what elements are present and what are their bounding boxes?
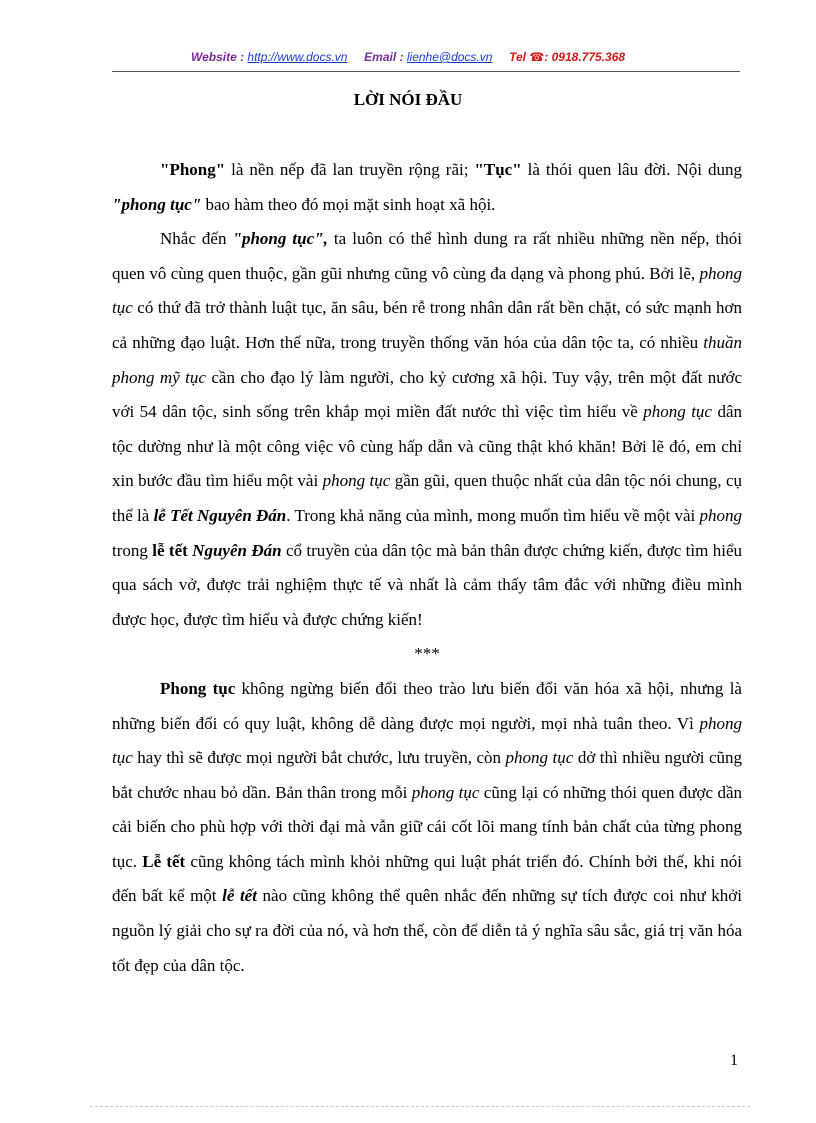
text-run: phong tục xyxy=(505,748,574,768)
text-run: cổ truyền của dân tộc mà bản thân được chứng kiến, được tìm hiểu qua sách vở, được trải nghiệm thực tế và nhất là cảm thấy tâm đắc với những điều mình được học, được tìm hiểu và được chứng kiến! xyxy=(112,540,743,629)
text-run: là nền nếp đã lan truyền rộng rãi; xyxy=(225,160,475,179)
email-link[interactable]: lienhe@docs.vn xyxy=(406,50,493,64)
text-run: có thứ đã trở thành luật tục, ăn sâu, bén rễ trong nhân dân rất bền chặt, có sức mạnh hơn cả những đạo luật. Hơn thế nữa, trong truyền thống văn hóa của dân tộc ta, có nhiều xyxy=(112,298,742,352)
text-run: Nhắc đến xyxy=(160,229,233,249)
page-header xyxy=(0,50,816,64)
text-run: Phong tục xyxy=(160,678,236,698)
footer-divider xyxy=(90,1106,750,1107)
document-body xyxy=(112,153,742,983)
page-number: 1 xyxy=(730,1052,738,1069)
text-run: "phong tục", xyxy=(232,229,328,249)
text-run: Nguyên Đán xyxy=(192,540,282,560)
website-link[interactable]: http://www.docs.vn xyxy=(247,50,348,64)
text-run: cần cho đạo lý làm người, cho kỷ cương xã hội. Tuy vậy, trên một đất nước với 54 dân tộc, sinh sống trên khắp mọi miền đất nước thì việc tìm hiểu về xyxy=(112,367,743,422)
text-run: phong tục xyxy=(322,471,391,491)
text-run: "Tục" xyxy=(474,160,522,179)
email-label: Email : xyxy=(364,50,404,64)
section-separator: *** xyxy=(414,644,440,664)
text-run: "Phong" xyxy=(160,160,226,179)
paragraph-2 xyxy=(112,222,742,637)
header-divider xyxy=(112,71,740,72)
text-run: "phong tục" xyxy=(112,194,202,214)
text-run: phong tục xyxy=(411,782,480,802)
website-label: Website : xyxy=(190,50,245,64)
text-run: . Trong khả năng của mình, mong muốn tìm hiểu về một vài xyxy=(286,505,700,525)
page-title: LỜI NÓI ĐẦU xyxy=(353,90,463,109)
text-run: dở thì nhiều người cũng bắt chước nhau bỏ dần. Bản thân trong mỗi xyxy=(112,748,742,802)
text-run: nào cũng không thể quên nhắc đến những sự tích được coi như khởi nguồn lý giải cho sự ra đời của nó, và hơn thế, còn để diễn tả ý nghĩa sâu sắc, giá trị văn hóa tốt đẹp của dân tộc. xyxy=(112,886,742,975)
text-run: lễ tết xyxy=(222,886,257,906)
text-run: phong tục xyxy=(112,713,742,768)
text-run: không ngừng biến đổi theo trào lưu biến đổi văn hóa xã hội, nhưng là những biến đổi có quy luật, không dễ dàng được mọi người, mọi nhà tuân theo. Vì xyxy=(112,678,742,733)
paragraph-3 xyxy=(112,672,742,983)
paragraph-1 xyxy=(112,153,742,222)
text-run: thuần phong mỹ tục xyxy=(112,332,742,387)
text-run: gần gũi, quen thuộc nhất của dân tộc nói chung, cụ thể là xyxy=(112,471,742,525)
phone-number: Tel ☎: 0918.775.368 xyxy=(509,50,626,64)
text-run: trong xyxy=(112,540,153,560)
text-run: dân tộc dường như là một công việc vô cùng hấp dẫn và cũng thật khó khăn! Bởi lẽ đó, em chỉ xin bước đầu tìm hiểu một vài xyxy=(112,402,742,491)
text-run: là thói quen lâu đời. Nội dung xyxy=(521,160,742,179)
text-run: Lễ tết xyxy=(142,851,186,871)
text-run: bao hàm theo đó mọi mặt sinh hoạt xã hội. xyxy=(201,194,496,214)
text-run: lễ tết xyxy=(152,540,188,560)
text-run: phong tục xyxy=(112,263,742,318)
text-run: ta luôn có thể hình dung ra rất nhiều những nền nếp, thói quen vô cùng quen thuộc, gần gũi nhưng cũng vô cùng đa dạng và phong phú. Bởi lẽ, xyxy=(112,229,743,283)
text-run: phong xyxy=(699,505,742,525)
text-run: cũng lại có những thói quen được dần cải biến cho phù hợp với thời đại mà vẫn giữ cái cốt lõi mang tính bản chất của từng phong tục. xyxy=(112,782,742,871)
text-run: hay thì sẽ được mọi người bắt chước, lưu truyền, còn xyxy=(132,748,506,768)
text-run: cũng không tách mình khỏi những qui luật phát triển đó. Chính bởi thế, khi nói đến bất kể một xyxy=(112,851,742,906)
text-run: lễ Tết Nguyên Đán xyxy=(153,505,287,525)
text-run: phong tục xyxy=(643,402,712,422)
